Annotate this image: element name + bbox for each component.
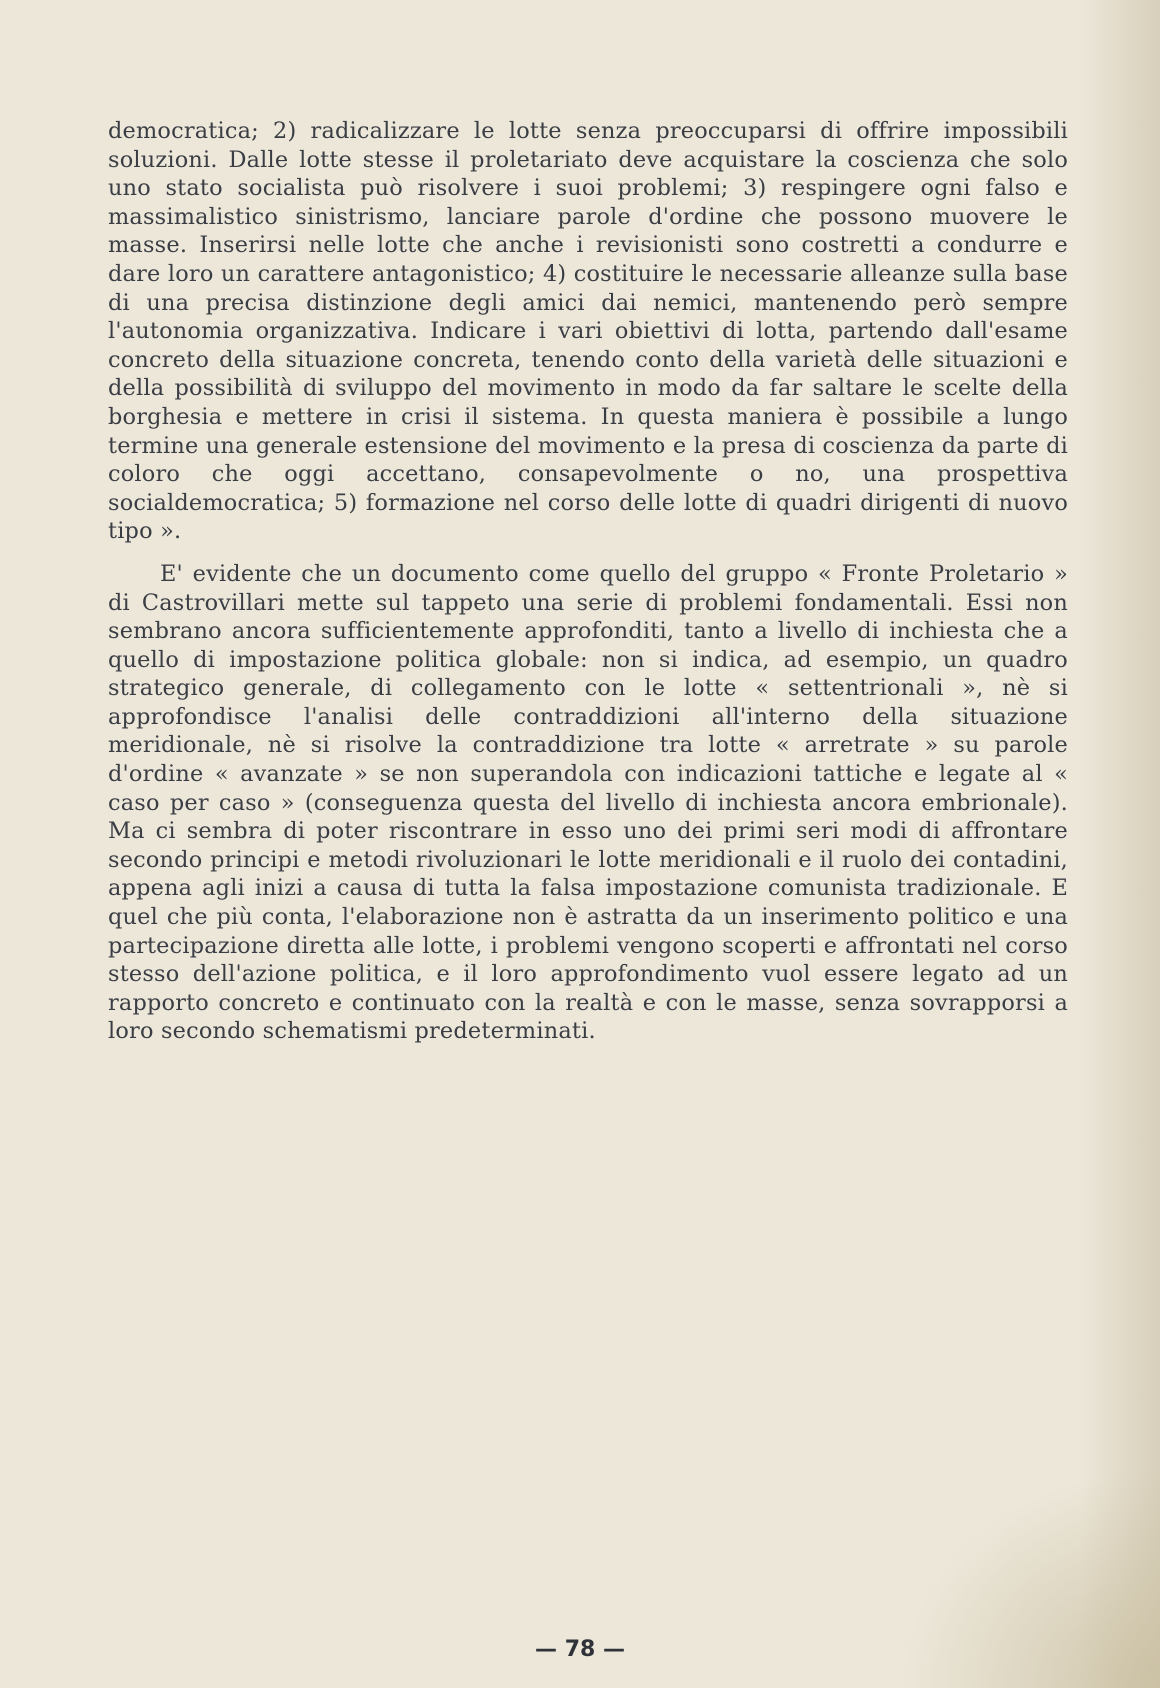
paper-edge-shadow (1080, 0, 1160, 1688)
paragraph-continued: democratica; 2) radicalizzare le lotte senza preoccuparsi di offrire impossibili soluzioni. Dalle lotte stesse il proletariato deve acquistare la coscienza che solo uno stato socialista può risolvere i suoi problemi; 3) respingere ogni falso e massimalistico sinistrismo, lanciare parole d'ordine che possono muovere le masse. Inserirsi nelle lotte che anche i revisionisti sono costretti a condurre e dare loro un carattere antagonistico; 4) costituire le necessarie alleanze sulla base di una precisa distinzione degli amici dai nemici, mantenendo però sempre l'autonomia organizzativa. Indicare i vari obiettivi di lotta, partendo dall'esame concreto della situazione concreta, tenendo conto della varietà delle situazioni e della possibilità di sviluppo del movimento in modo da far saltare le scelte della borghesia e mettere in crisi il sistema. In questa maniera è possibile a lungo termine una generale estensione del movimento e la presa di coscienza da parte di coloro che oggi accettano, consapevolmente o no, una prospettiva socialdemocratica; 5) formazione nel corso delle lotte di quadri dirigenti di nuovo tipo ». (108, 118, 1068, 545)
paragraph: E' evidente che un documento come quello del gruppo « Fronte Proletario » di Castrovillari mette sul tappeto una serie di problemi fondamentali. Essi non sembrano ancora sufficientemente approfonditi, tanto a livello di inchiesta che a quello di impostazione politica globale: non si indica, ad esempio, un quadro strategico generale, di collegamento con le lotte « settentrionali », nè si approfondisce l'analisi delle contraddizioni all'interno della situazione meridionale, nè si risolve la contraddizione tra lotte « arretrate » su parole d'ordine « avanzate » se non superandola con indicazioni tattiche e legate al « caso per caso » (conseguenza questa del livello di inchiesta ancora embrionale). Ma ci sembra di poter riscontrare in esso uno dei primi seri modi di affrontare secondo principi e metodi rivoluzionari le lotte meridionali e il ruolo dei contadini, appena agli inizi a causa di tutta la falsa impostazione comunista tradizionale. E quel che più conta, l'elaborazione non è astratta da un inserimento politico e una partecipazione diretta alle lotte, i problemi vengono scoperti e affrontati nel corso stesso dell'azione politica, e il loro approfondimento vuol essere legato ad un rapporto concreto e continuato con la realtà e con le masse, senza sovrapporsi a loro secondo schematismi predeterminati. (108, 560, 1068, 1045)
page-number: — 78 — (535, 1637, 625, 1662)
body-text (108, 117, 1068, 1046)
